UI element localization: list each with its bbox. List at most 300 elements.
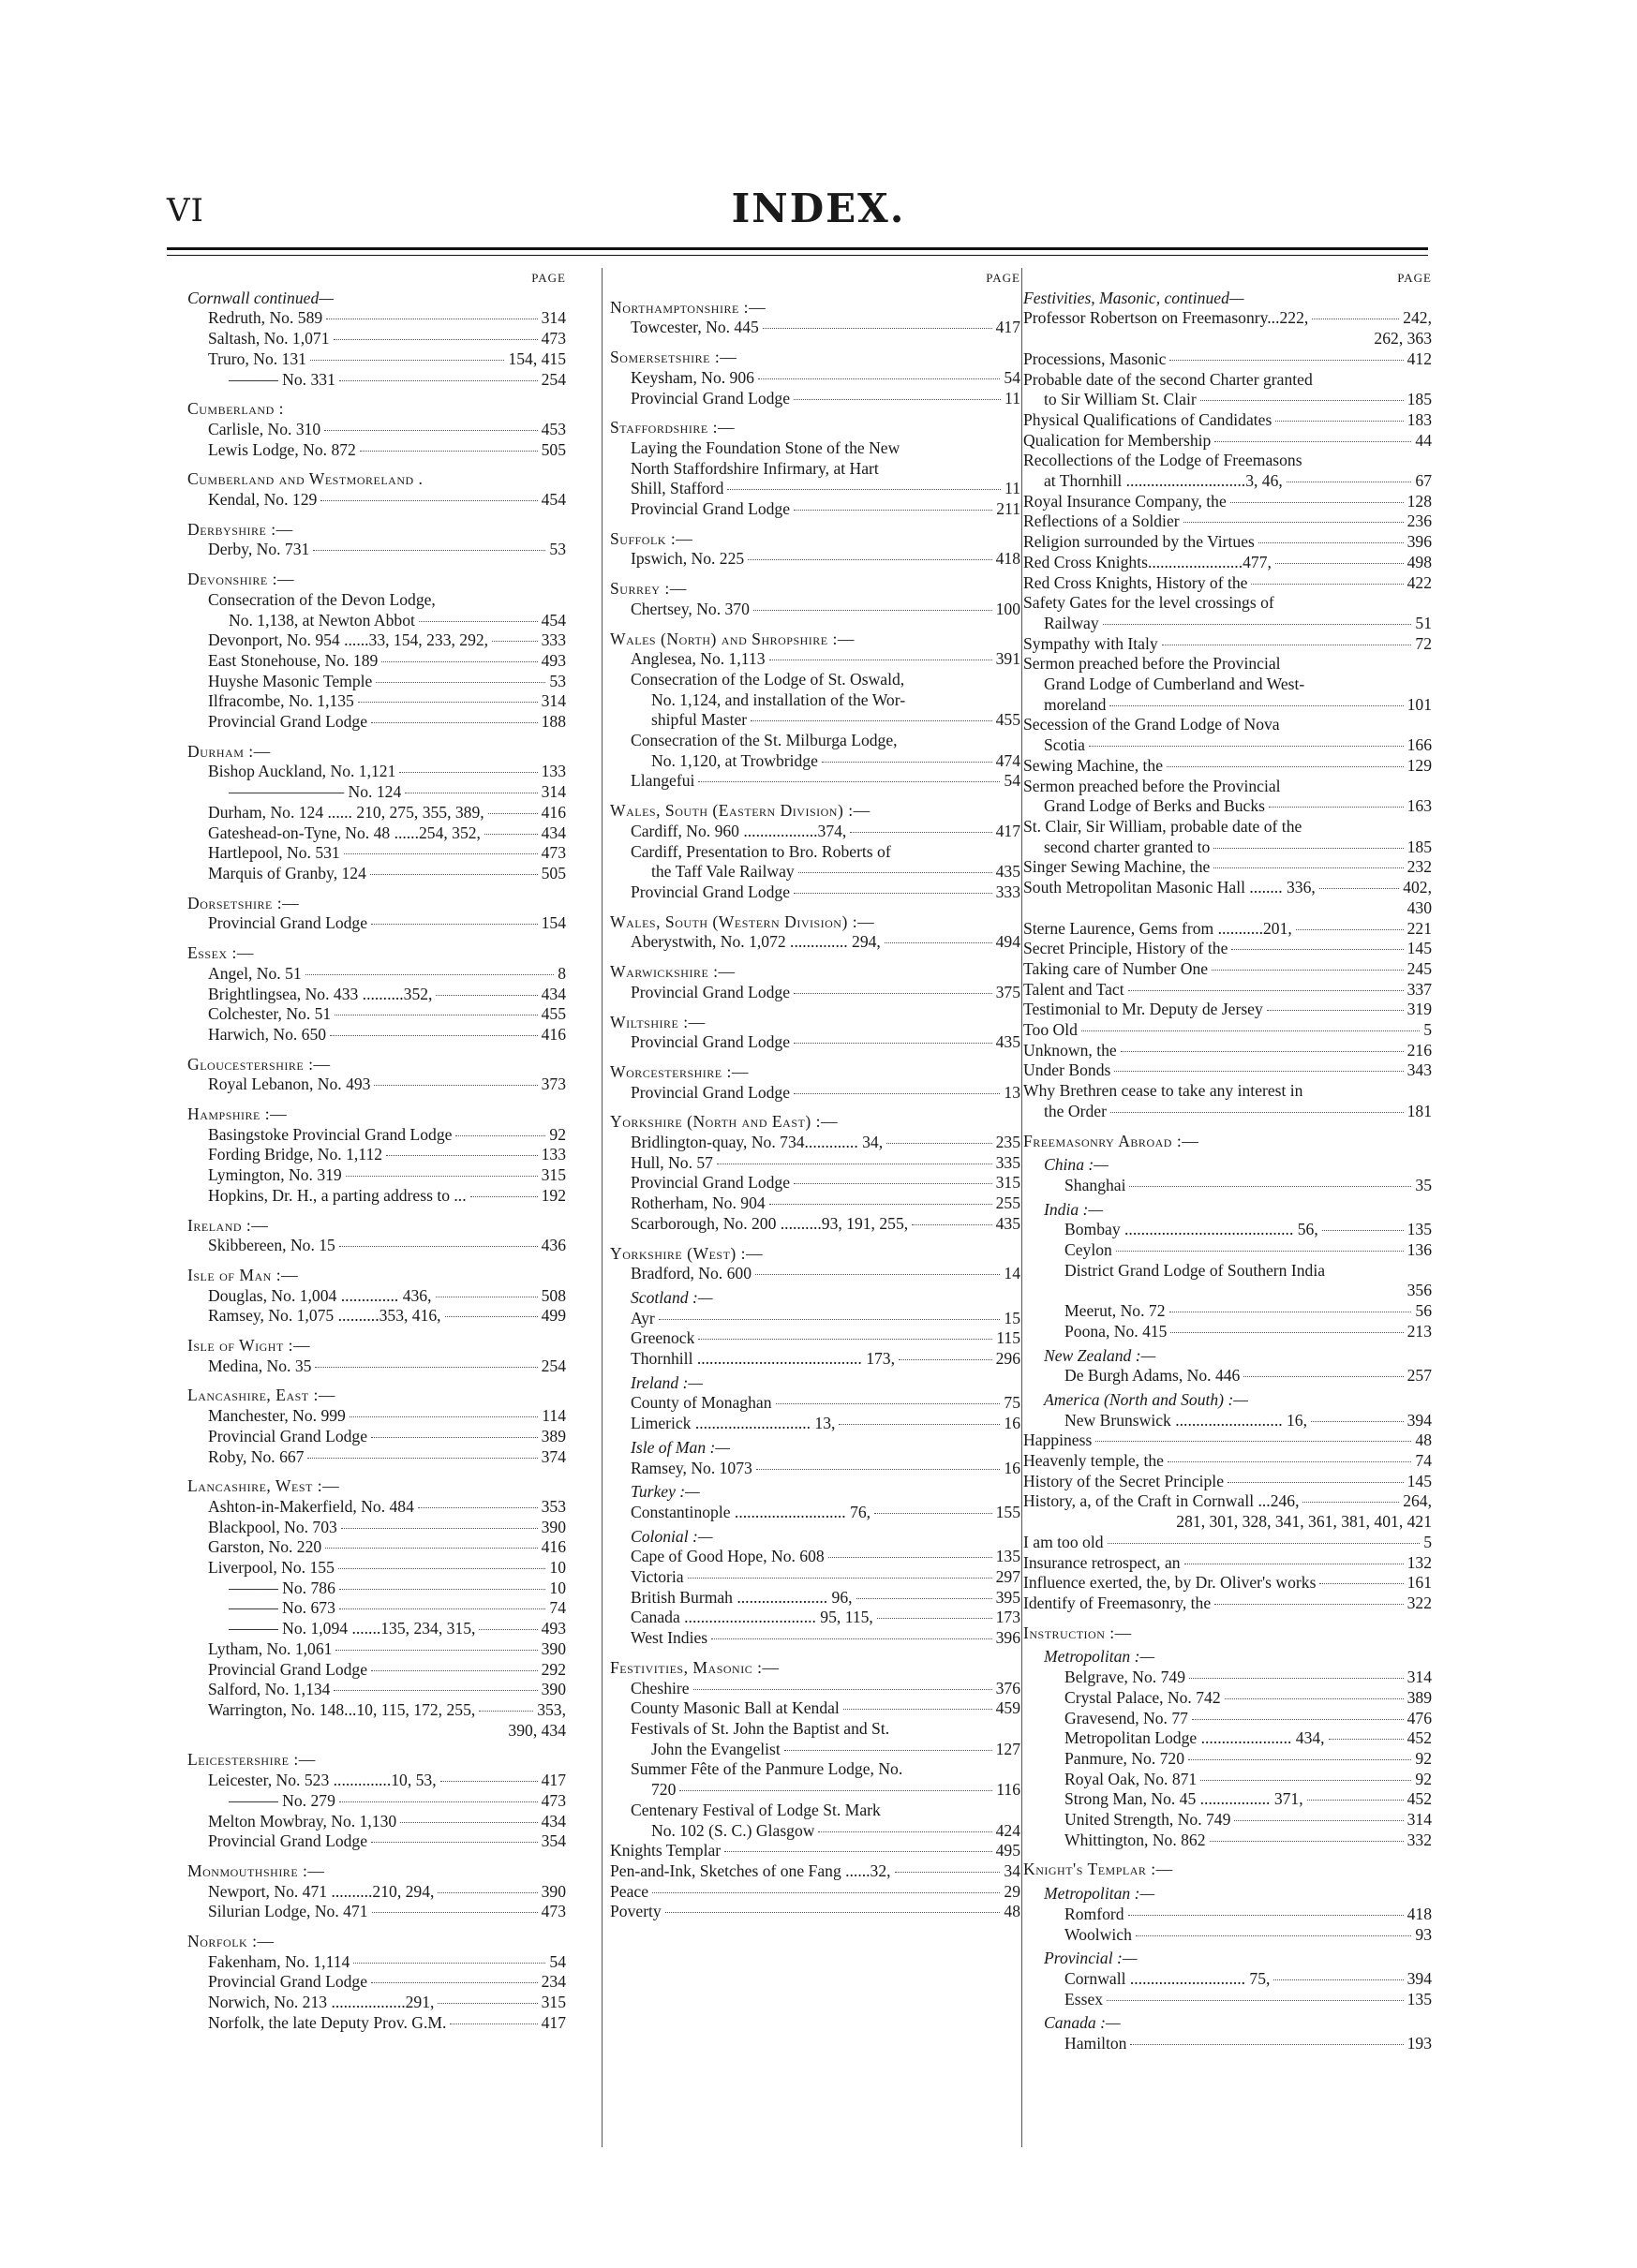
leader-dots xyxy=(1192,1719,1404,1720)
entry-label: Marquis of Granby, 124 xyxy=(208,863,366,882)
entry-page-ref: 315 xyxy=(541,1993,566,2012)
entry-label: Provincial Grand Lodge xyxy=(631,1173,791,1193)
entry-page-ref: 234 xyxy=(541,1972,566,1992)
entry-page-ref: 211 xyxy=(996,499,1020,519)
leader-dots xyxy=(338,1568,546,1569)
entry-page-ref: 412 xyxy=(1406,348,1432,368)
leader-dots xyxy=(1168,1461,1411,1462)
entry-text-line xyxy=(610,731,1020,751)
entry-page-ref: 133 xyxy=(541,1145,566,1164)
entry-text-line xyxy=(187,590,566,611)
leader-dots xyxy=(313,550,545,551)
entry-page-ref: 505 xyxy=(541,863,566,882)
leader-dots xyxy=(1322,1230,1404,1231)
entry-label: Hull, No. 57 xyxy=(631,1152,713,1172)
entry-page-ref: 314 xyxy=(541,691,566,711)
section-heading: Freemasonry Abroad :— xyxy=(1023,1131,1199,1150)
index-entry xyxy=(187,691,566,712)
leader-dots xyxy=(470,1196,538,1197)
section-heading: Dorsetshire :— xyxy=(187,893,300,912)
index-entry xyxy=(187,1579,566,1599)
entry-label: Ramsey, No. 1073 xyxy=(631,1458,752,1477)
entry-label: Shill, Stafford xyxy=(631,479,724,498)
index-entry xyxy=(610,1153,1020,1174)
entry-label: the Order xyxy=(1044,1101,1107,1120)
index-entry xyxy=(610,1861,1020,1882)
leader-dots xyxy=(1114,1071,1403,1072)
index-entry xyxy=(1023,308,1432,329)
section-heading: Warwickshire :— xyxy=(610,962,736,982)
entry-page-ref: 416 xyxy=(541,1537,566,1557)
leader-dots xyxy=(758,378,1000,379)
index-entry xyxy=(610,1032,1020,1053)
entry-label: Consecration of the Lodge of St. Oswald, xyxy=(631,669,905,689)
entry-page-ref: 145 xyxy=(1406,1471,1432,1490)
entry-label: Testimonial to Mr. Deputy de Jersey xyxy=(1023,1000,1263,1019)
entry-page-ref: 494 xyxy=(995,932,1020,952)
entry-page-ref: 232 xyxy=(1406,857,1432,877)
entry-page-ref: 390 xyxy=(541,1517,566,1536)
subsection-heading: Scotland :— xyxy=(631,1287,713,1307)
leader-dots xyxy=(1230,502,1404,503)
entry-page-ref: 13 xyxy=(1004,1082,1020,1102)
leader-dots xyxy=(381,661,537,662)
section-heading: Lancashire, East :— xyxy=(187,1386,336,1405)
entry-label: County of Monaghan xyxy=(631,1393,772,1413)
entry-label: Identify of Freemasonry, the xyxy=(1023,1594,1212,1612)
entry-label: ——————— No. 124 xyxy=(229,782,402,802)
index-entry xyxy=(187,1771,566,1791)
entry-label: Ipswich, No. 225 xyxy=(631,549,745,569)
entry-page-ref: 435 xyxy=(995,1213,1020,1233)
continued-heading: Festivities, Masonic, continued— xyxy=(1023,288,1244,307)
index-entry xyxy=(1023,1322,1432,1342)
section-heading: Wales, South (Western Division) :— xyxy=(610,912,875,931)
section-heading: Instruction :— xyxy=(1023,1623,1132,1642)
entry-label: Provincial Grand Lodge xyxy=(631,499,791,519)
entry-page-ref: 242, xyxy=(1403,308,1432,328)
leader-dots xyxy=(438,2003,537,2004)
index-entry xyxy=(1023,1041,1432,1061)
index-entry xyxy=(1023,695,1432,716)
index-entry xyxy=(1023,756,1432,777)
leader-dots xyxy=(794,510,992,511)
entry-page-ref: 435 xyxy=(995,1032,1020,1052)
leader-dots xyxy=(1109,705,1403,706)
entry-label: Blackpool, No. 703 xyxy=(208,1517,337,1536)
entry-label: History of the Secret Principle xyxy=(1023,1471,1225,1490)
index-entry xyxy=(1023,1411,1432,1431)
leader-dots xyxy=(794,399,1001,400)
index-entry xyxy=(1023,1810,1432,1831)
section-heading: Worcestershire :— xyxy=(610,1061,749,1081)
entry-label: Ramsey, No. 1,075 ..........353, 416, xyxy=(208,1306,441,1326)
index-entry xyxy=(187,823,566,844)
index-entry xyxy=(610,751,1020,772)
entry-page-ref: 155 xyxy=(995,1502,1020,1521)
entry-label: Provincial Grand Lodge xyxy=(631,882,791,901)
index-entry xyxy=(1023,1770,1432,1790)
entry-label: Cardiff, Presentation to Bro. Roberts of xyxy=(631,841,891,861)
leader-dots xyxy=(1103,624,1412,625)
section-heading: Cumberland and Westmoreland . xyxy=(187,469,424,489)
entry-page-ref: 193 xyxy=(1406,2034,1432,2053)
index-entry xyxy=(187,2013,566,2034)
entry-label: Provincial Grand Lodge xyxy=(208,1831,368,1851)
page-column-heading: PAGE xyxy=(1397,271,1432,285)
entry-page-ref: 245 xyxy=(1406,958,1432,978)
index-entry xyxy=(610,600,1020,620)
entry-page-ref: 434 xyxy=(541,1811,566,1831)
entry-page-ref: 499 xyxy=(541,1306,566,1326)
index-entry xyxy=(610,1214,1020,1235)
index-entry xyxy=(610,822,1020,842)
entry-text-line xyxy=(1023,1261,1432,1282)
leader-dots xyxy=(1183,522,1404,523)
entry-label: Reflections of a Soldier xyxy=(1023,511,1180,531)
entry-label: Red Cross Knights.......................477, xyxy=(1023,552,1272,571)
index-entry xyxy=(1023,1969,1432,1990)
index-entry xyxy=(610,1503,1020,1523)
leader-dots xyxy=(374,1085,537,1086)
index-entry xyxy=(1023,1749,1432,1770)
section-heading: Suffolk :— xyxy=(610,528,693,548)
index-entry xyxy=(187,1075,566,1095)
section-heading: Ireland :— xyxy=(187,1215,269,1235)
entry-page-ref: 185 xyxy=(1406,390,1432,409)
leader-dots xyxy=(339,1801,538,1802)
leader-dots xyxy=(679,1790,992,1791)
leader-dots xyxy=(839,1424,1000,1425)
entry-label: Provincial Grand Lodge xyxy=(208,712,368,732)
leader-dots xyxy=(334,1690,537,1691)
index-column-2 xyxy=(610,268,1020,2147)
entry-label: Cape of Good Hope, No. 608 xyxy=(631,1547,825,1566)
entry-label: Colchester, No. 51 xyxy=(208,1004,332,1024)
entry-label: Secret Principle, History of the xyxy=(1023,939,1228,958)
leader-dots xyxy=(307,1458,537,1459)
index-entry xyxy=(1023,2034,1432,2054)
index-entry xyxy=(187,1004,566,1025)
entry-page-ref: 15 xyxy=(1004,1308,1020,1327)
index-entry xyxy=(610,1588,1020,1608)
leader-dots xyxy=(479,1711,533,1712)
entry-label: Keysham, No. 906 xyxy=(631,367,754,387)
entry-label: ——— No. 1,094 .......135, 234, 315, xyxy=(229,1619,476,1638)
entry-label: Norwich, No. 213 ..................291, xyxy=(208,1993,435,2012)
leader-dots xyxy=(698,1339,992,1340)
leader-dots xyxy=(1214,1604,1403,1605)
entry-label: Festivals of St. John the Baptist and St. xyxy=(631,1719,890,1738)
index-entry xyxy=(187,420,566,440)
leader-dots xyxy=(371,1437,538,1438)
subsection-heading: Canada :— xyxy=(1044,2013,1121,2033)
entry-label: Provincial Grand Lodge xyxy=(631,1032,791,1052)
entry-label: Secession of the Grand Lodge of Nova xyxy=(1023,715,1280,734)
entry-page-ref: 434 xyxy=(541,984,566,1003)
entry-text-line xyxy=(610,690,1020,711)
index-entry xyxy=(187,1537,566,1558)
entry-label: Scotia xyxy=(1044,735,1085,755)
entry-label: Hopkins, Dr. H., a parting address to ... xyxy=(208,1185,467,1205)
entry-label: Lewis Lodge, No. 872 xyxy=(208,439,356,459)
leader-dots xyxy=(1200,400,1404,401)
leader-dots xyxy=(399,772,537,773)
entry-page-ref: 185 xyxy=(1406,837,1432,856)
leader-dots xyxy=(310,360,504,361)
entry-label: Happiness xyxy=(1023,1430,1093,1450)
index-entry xyxy=(187,1025,566,1045)
entry-page-ref: 315 xyxy=(995,1173,1020,1193)
index-entry xyxy=(187,308,566,329)
leader-dots xyxy=(1258,542,1404,543)
entry-label: Towcester, No. 445 xyxy=(631,318,759,337)
entry-page-ref: 402, xyxy=(1403,878,1432,897)
leader-dots xyxy=(339,380,538,381)
entry-label: Lytham, No. 1,061 xyxy=(208,1638,333,1658)
leader-dots xyxy=(438,1892,537,1893)
entry-label: North Staffordshire Infirmary, at Hart xyxy=(631,458,879,478)
index-entry xyxy=(1023,1366,1432,1386)
entry-label: Summer Fête of the Panmure Lodge, No. xyxy=(631,1759,903,1779)
entry-label: Royal Lebanon, No. 493 xyxy=(208,1075,371,1094)
entry-page-ref: 394 xyxy=(1406,1968,1432,1988)
index-entry xyxy=(187,1598,566,1619)
entry-label: second charter granted to xyxy=(1044,837,1211,856)
entry-label: Too Old xyxy=(1023,1020,1078,1040)
entry-page-ref: 53 xyxy=(549,540,566,559)
index-entry xyxy=(187,1406,566,1427)
leader-dots xyxy=(324,430,537,431)
section-heading: Durham :— xyxy=(187,741,271,761)
entry-page-ref: 92 xyxy=(549,1124,566,1144)
entry-label: Probable date of the second Charter granted xyxy=(1023,369,1313,389)
leader-dots xyxy=(1169,360,1403,361)
index-entry xyxy=(187,864,566,884)
entry-label: Religion surrounded by the Virtues xyxy=(1023,532,1255,552)
entry-label: No. 102 (S. C.) Glasgow xyxy=(651,1820,815,1840)
index-entry xyxy=(187,651,566,672)
leader-dots xyxy=(850,832,991,833)
index-entry xyxy=(1023,1594,1432,1614)
entry-page-ref: 422 xyxy=(1406,572,1432,592)
leader-dots xyxy=(339,1246,538,1247)
entry-page-ref: 74 xyxy=(549,1598,566,1618)
leader-dots xyxy=(1089,746,1404,747)
header-rule-thin xyxy=(167,255,1428,256)
entry-label: De Burgh Adams, No. 446 xyxy=(1064,1366,1241,1386)
entry-label: Royal Insurance Company, the xyxy=(1023,491,1227,511)
leader-dots xyxy=(1200,1780,1411,1781)
leader-dots xyxy=(1136,1935,1412,1936)
entry-page-ref: 505 xyxy=(541,439,566,459)
entry-page-ref: 166 xyxy=(1406,735,1432,755)
leader-dots xyxy=(1225,1698,1404,1699)
leader-dots xyxy=(320,500,537,501)
leader-dots xyxy=(479,1629,537,1630)
entry-page-ref: 92 xyxy=(1415,1769,1432,1788)
entry-label: Sympathy with Italy xyxy=(1023,633,1158,653)
leader-dots xyxy=(436,995,537,996)
entry-page-ref: 44 xyxy=(1415,430,1432,450)
index-entry xyxy=(1023,919,1432,940)
entry-page-ref: 132 xyxy=(1406,1552,1432,1572)
index-entry xyxy=(610,368,1020,389)
continued-heading: Cornwall continued— xyxy=(187,288,334,307)
leader-dots xyxy=(1267,1010,1404,1011)
leader-dots xyxy=(360,451,538,452)
leader-dots xyxy=(652,1892,1000,1893)
leader-dots xyxy=(315,1367,537,1368)
index-entry xyxy=(1023,410,1432,431)
entry-page-ref: 10 xyxy=(549,1578,566,1597)
index-entry xyxy=(187,1186,566,1207)
entry-label: Grand Lodge of Berks and Bucks xyxy=(1044,796,1265,816)
entry-page-ref: 314 xyxy=(1406,1810,1432,1830)
section-heading: Wales, South (Eastern Division) :— xyxy=(610,801,871,821)
entry-label: Fording Bridge, No. 1,112 xyxy=(208,1145,383,1164)
entry-page-ref: 476 xyxy=(1406,1708,1432,1727)
entry-page-ref: 332 xyxy=(1406,1830,1432,1849)
entry-label: Provincial Grand Lodge xyxy=(208,913,368,933)
index-entry xyxy=(610,389,1020,409)
entry-label: ——— No. 331 xyxy=(229,369,335,389)
leader-dots xyxy=(445,1316,538,1317)
leader-dots xyxy=(341,1528,538,1529)
entry-page-ref: 459 xyxy=(995,1698,1020,1718)
entry-page-ref: 454 xyxy=(541,490,566,510)
index-entry xyxy=(187,611,566,631)
entry-page-ref: 418 xyxy=(995,549,1020,569)
index-entry xyxy=(1023,1102,1432,1122)
entry-page-ref: 236 xyxy=(1406,511,1432,531)
index-entry xyxy=(1023,1451,1432,1472)
index-entry xyxy=(187,1236,566,1256)
index-entry xyxy=(187,1558,566,1579)
entry-label: Greenock xyxy=(631,1328,695,1348)
leader-dots xyxy=(339,1589,546,1590)
leader-dots xyxy=(1167,766,1404,767)
entry-page-ref: 16 xyxy=(1004,1414,1020,1433)
entry-page-ref: 333 xyxy=(541,630,566,650)
section-heading: Knight's Templar :— xyxy=(1023,1860,1173,1879)
leader-dots xyxy=(912,1224,991,1225)
leader-dots xyxy=(1095,1441,1411,1442)
leader-dots xyxy=(874,1513,992,1514)
entry-page-ref: 396 xyxy=(995,1628,1020,1648)
subsection-heading: Metropolitan :— xyxy=(1044,1884,1155,1904)
leader-dots xyxy=(450,2023,537,2024)
entry-text-line xyxy=(1023,674,1432,695)
entry-page-ref: 257 xyxy=(1406,1366,1432,1386)
index-entry xyxy=(1023,573,1432,594)
leader-dots xyxy=(419,621,538,622)
index-entry xyxy=(187,1447,566,1468)
entry-page-ref: 337 xyxy=(1406,979,1432,999)
leader-dots xyxy=(1307,1800,1404,1801)
entry-page-ref: 354 xyxy=(541,1831,566,1851)
leader-dots xyxy=(1212,970,1404,971)
leader-dots xyxy=(895,1872,1001,1873)
entry-label: Gravesend, No. 77 xyxy=(1064,1708,1188,1727)
entry-label: Provincial Grand Lodge xyxy=(631,1082,791,1102)
entry-label: Pen-and-Ink, Sketches of one Fang ......32, xyxy=(610,1860,891,1880)
index-entry xyxy=(610,318,1020,338)
index-entry xyxy=(1023,634,1432,655)
entry-page-ref: 333 xyxy=(995,882,1020,901)
entry-page-ref: 54 xyxy=(1004,367,1020,387)
index-entry xyxy=(187,1518,566,1538)
entry-page-ref: 391 xyxy=(995,649,1020,669)
entry-text-line xyxy=(1023,451,1432,471)
entry-page-ref: 29 xyxy=(1004,1881,1020,1901)
entry-page-ref: 473 xyxy=(541,329,566,348)
entry-page-ref: 452 xyxy=(1406,1789,1432,1809)
leader-dots xyxy=(1108,1543,1421,1544)
entry-page-ref: 314 xyxy=(541,782,566,802)
section-heading: Norfolk :— xyxy=(187,1932,275,1951)
entry-label: Garston, No. 220 xyxy=(208,1537,322,1557)
index-entry xyxy=(1023,735,1432,756)
entry-label: Royal Oak, No. 871 xyxy=(1064,1769,1198,1788)
leader-dots xyxy=(755,1274,1000,1275)
leader-dots xyxy=(484,834,538,835)
leader-dots xyxy=(753,610,992,611)
entry-page-ref: 255 xyxy=(995,1193,1020,1213)
index-entry xyxy=(1023,431,1432,452)
entry-label: Consecration of the St. Milburga Lodge, xyxy=(631,731,898,750)
entry-page-ref: 235 xyxy=(995,1133,1020,1152)
index-entry xyxy=(610,1902,1020,1922)
leader-dots xyxy=(818,1831,991,1832)
section-heading: Staffordshire :— xyxy=(610,418,736,437)
leader-dots xyxy=(776,1403,1001,1404)
index-entry xyxy=(187,1356,566,1377)
entry-label: South Metropolitan Masonic Hall ........ 336, xyxy=(1023,878,1316,897)
entry-page-ref: 343 xyxy=(1406,1060,1432,1080)
entry-page-ref: 396 xyxy=(1406,532,1432,552)
index-entry xyxy=(187,1639,566,1660)
index-entry xyxy=(187,913,566,934)
entry-page-ref: 92 xyxy=(1415,1748,1432,1768)
index-entry xyxy=(610,1740,1020,1760)
entry-label: Derby, No. 731 xyxy=(208,540,310,559)
subsection-heading: Isle of Man :— xyxy=(631,1437,731,1457)
entry-page-ref: 48 xyxy=(1415,1430,1432,1450)
entry-page-ref: 417 xyxy=(995,821,1020,840)
entry-label: Under Bonds xyxy=(1023,1060,1111,1080)
entry-label: Skibbereen, No. 15 xyxy=(208,1236,335,1255)
entry-page-ref: 56 xyxy=(1415,1301,1432,1321)
entry-page-ref: 136 xyxy=(1406,1240,1432,1260)
index-entry xyxy=(610,1608,1020,1628)
entry-page-ref: 390 xyxy=(541,1638,566,1658)
leader-dots xyxy=(877,1618,992,1619)
leader-dots xyxy=(693,1689,992,1690)
index-entry xyxy=(1023,1472,1432,1492)
section-heading: Essex :— xyxy=(187,943,254,963)
entry-label: West Indies xyxy=(631,1628,708,1648)
entry-page-ref: 473 xyxy=(541,1790,566,1810)
page-number: VI xyxy=(167,192,204,230)
entry-label: St. Clair, Sir William, probable date of the xyxy=(1023,816,1302,836)
entry-page-ref: 493 xyxy=(541,650,566,670)
leader-dots xyxy=(1228,1482,1404,1483)
entry-page-ref: 417 xyxy=(995,318,1020,337)
entry-page-ref: 128 xyxy=(1406,491,1432,511)
index-entry xyxy=(1023,1709,1432,1729)
entry-label: Rotherham, No. 904 xyxy=(631,1193,766,1213)
